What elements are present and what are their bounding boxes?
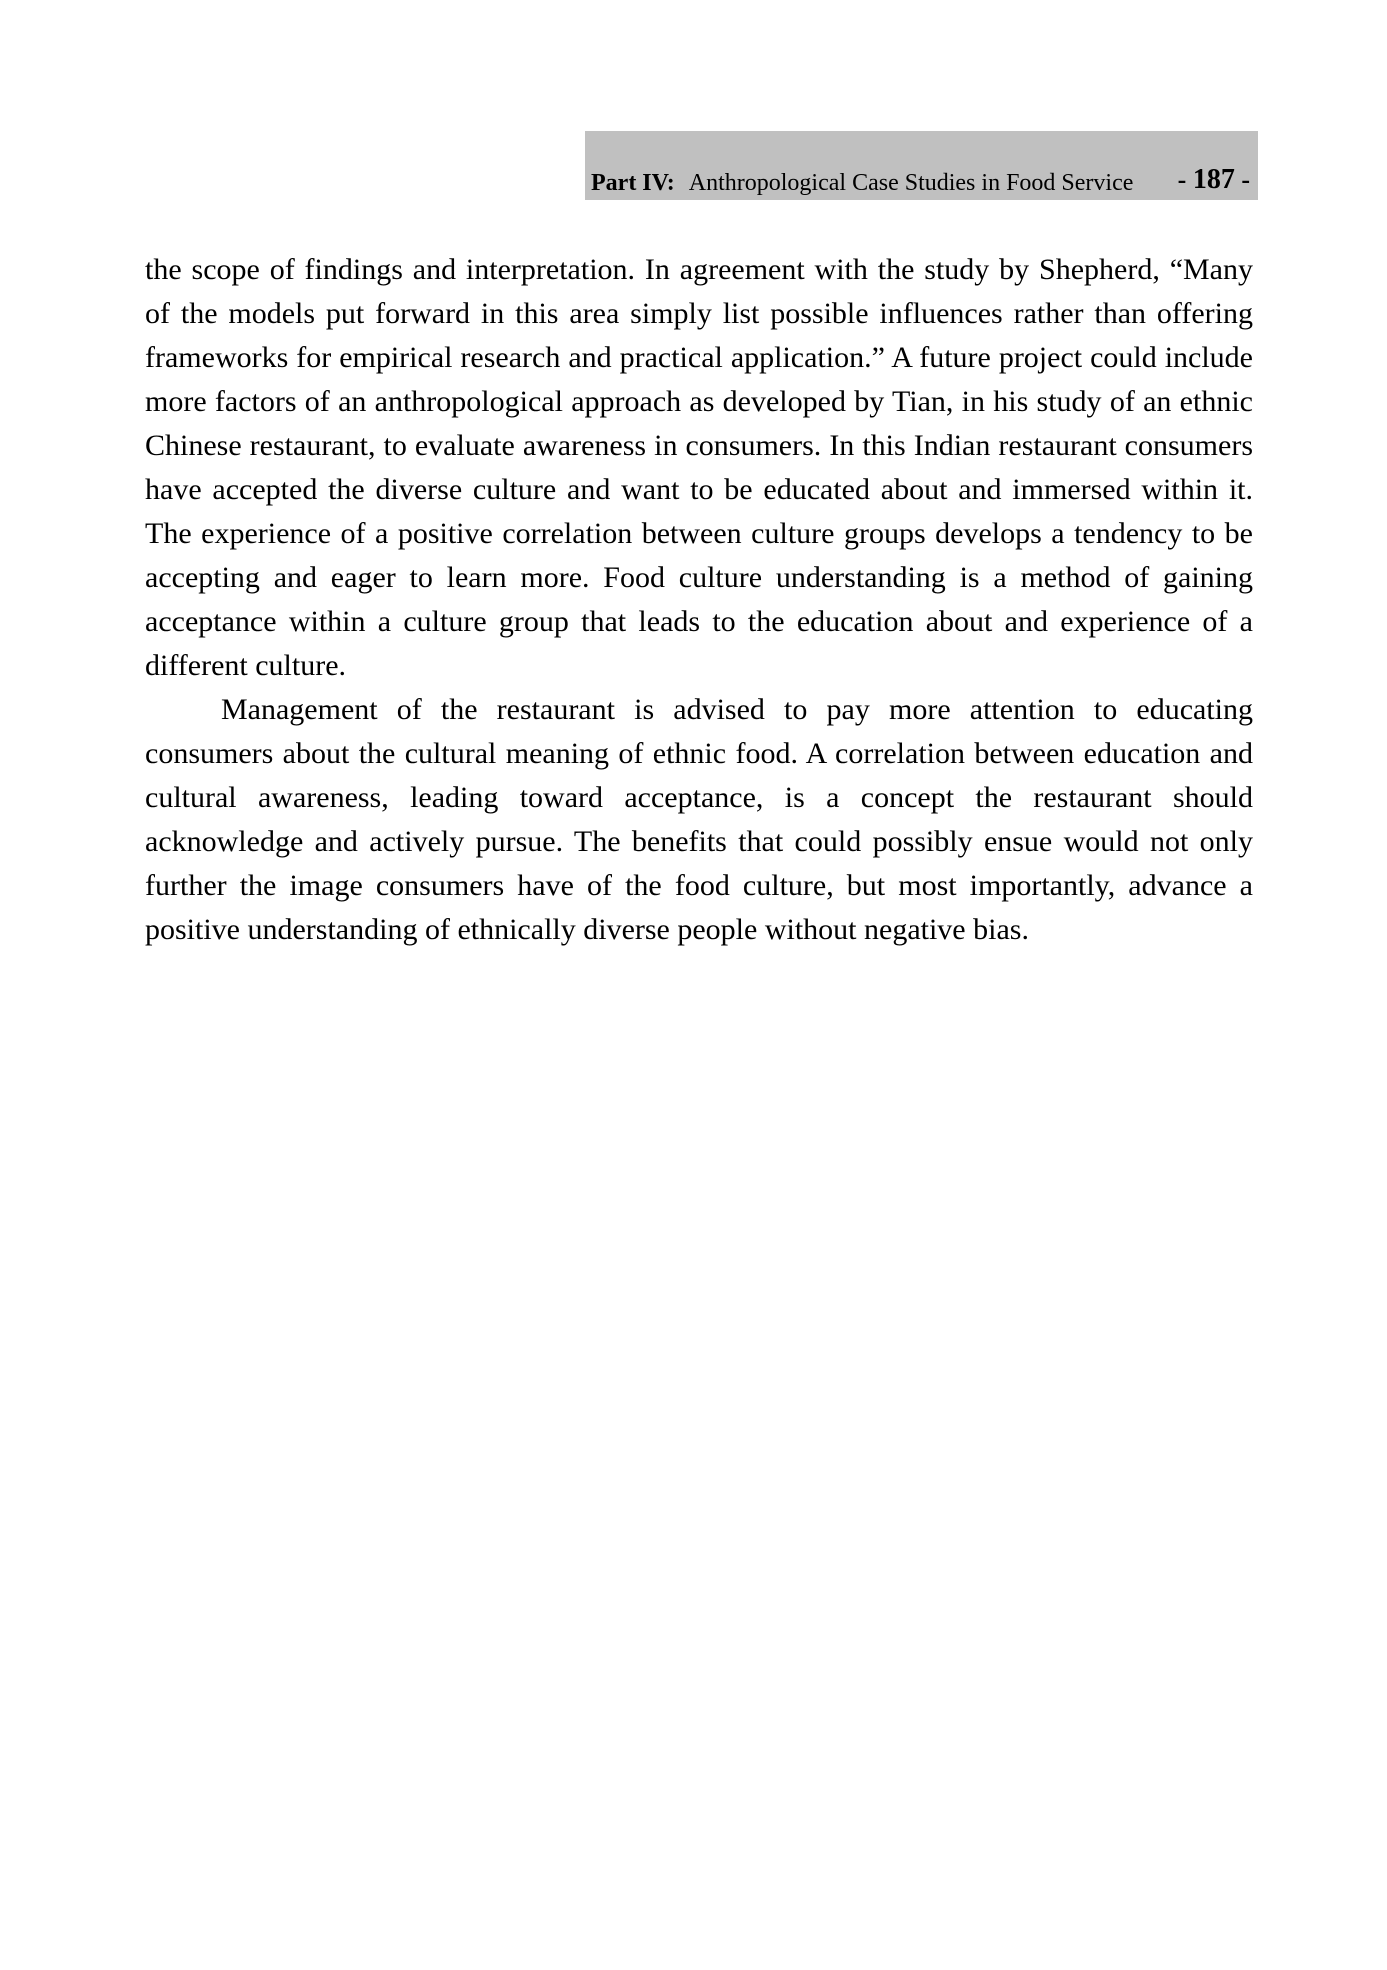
header-bar xyxy=(585,131,1258,200)
body-text xyxy=(145,248,1253,952)
page-number xyxy=(1178,165,1250,196)
header-title: Anthropological Case Studies in Food Service xyxy=(688,169,1134,196)
page-number-prefix: - xyxy=(1177,165,1193,195)
header-part-label: Part IV: xyxy=(591,169,675,196)
paragraph-2: Management of the restaurant is advised to pay more attention to educating consumers about the cultural meaning of ethnic food. A correlation between education and cultural awareness, leading toward acceptance, is a concept the restaurant should acknowledge and actively pursue. The benefits that could possibly ensue would not only further the image consumers have of the food culture, but most importantly, advance a positive understanding of ethnically diverse people without negative bias. xyxy=(145,693,1253,946)
page-number-suffix: - xyxy=(1234,165,1250,195)
page-number-value: 187 xyxy=(1192,164,1235,196)
paragraph-1: the scope of findings and interpretation. In agreement with the study by Shepherd, “Many of the models put forward in this area simply list possible influences rather than offering frameworks for empirical research and practical application.” A future project could include more factors of an anthropological approach as developed by Tian, in his study of an ethnic Chinese restaurant, to evaluate awareness in consumers. In this Indian restaurant consumers have accepted the diverse culture and want to be educated about and immersed within it. The experience of a positive correlation between culture groups develops a tendency to be accepting and eager to learn more. Food culture understanding is a method of gaining acceptance within a culture group that leads to the education about and experience of a different culture. xyxy=(145,253,1253,682)
